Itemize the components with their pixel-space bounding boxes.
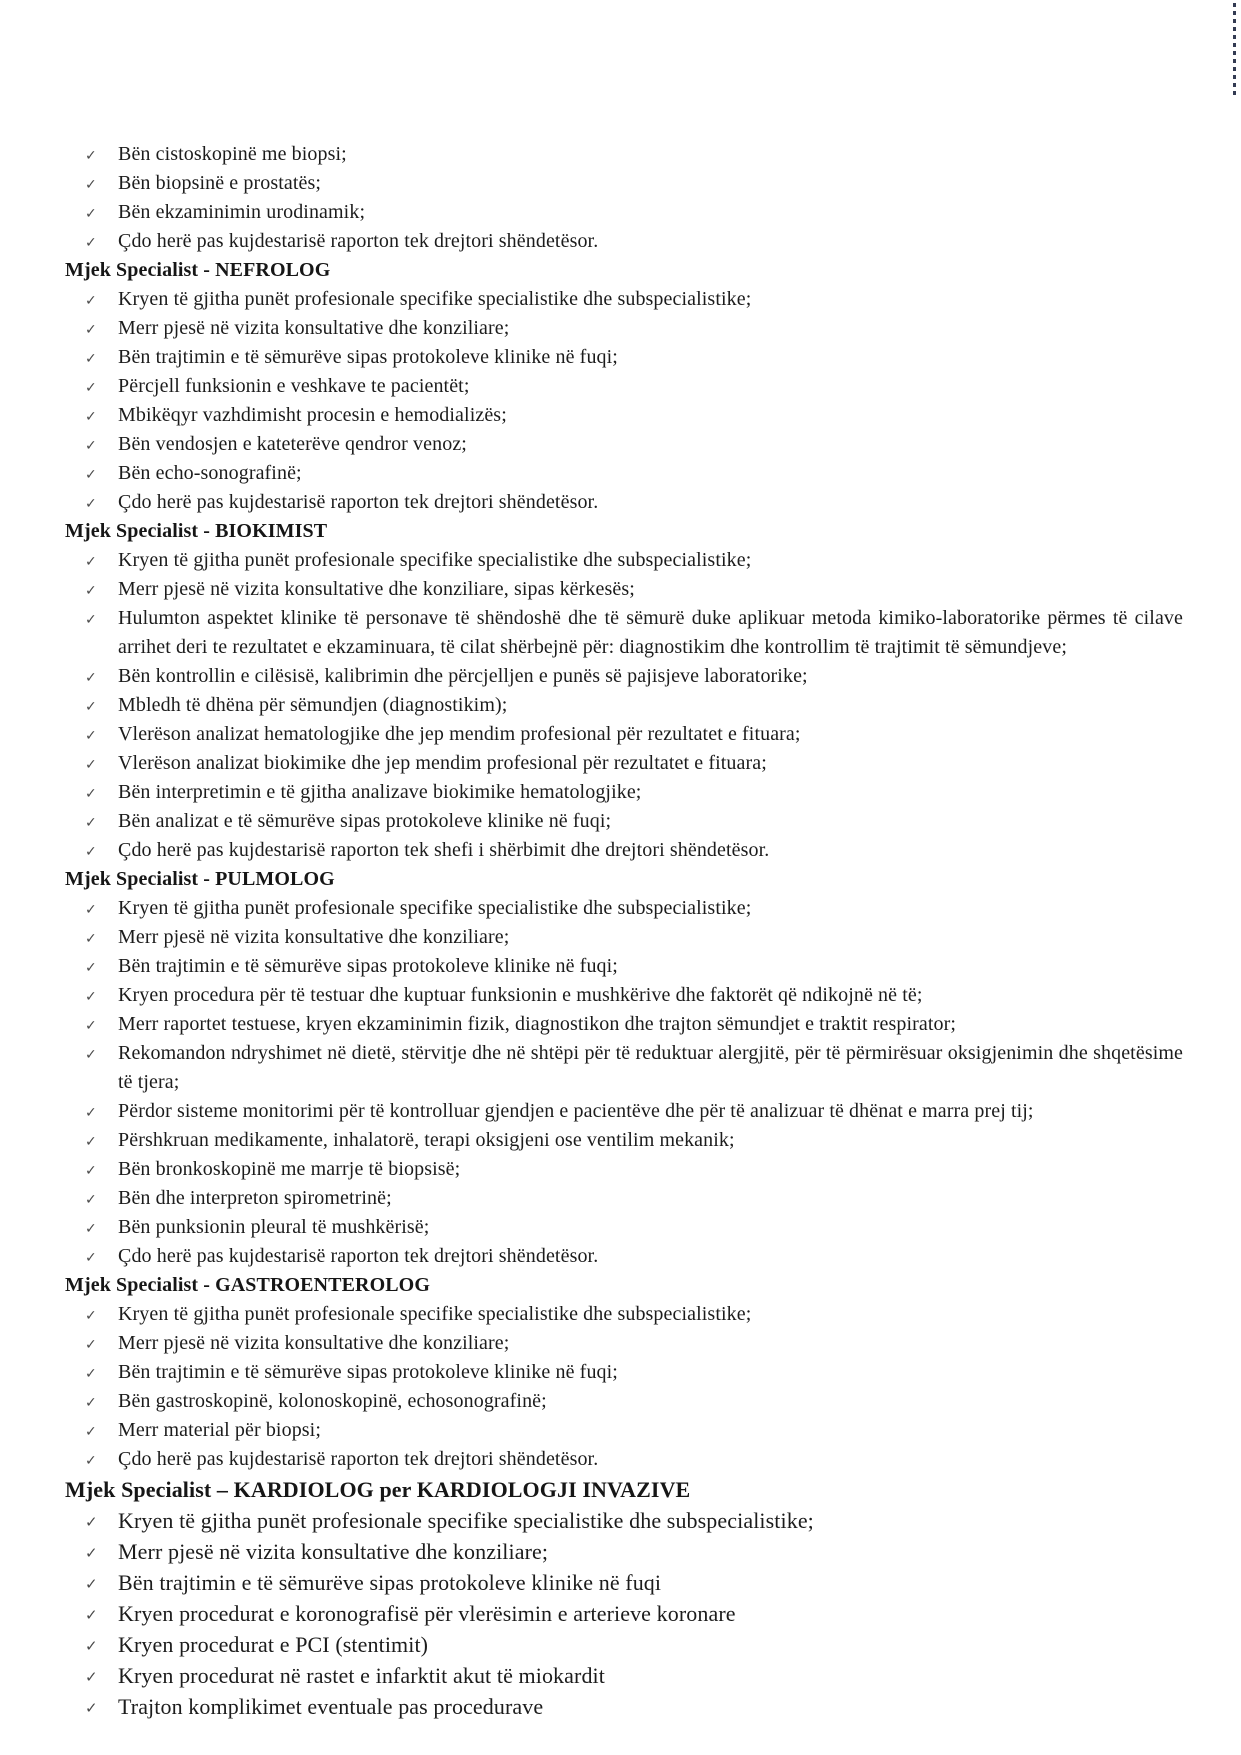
list-item — [65, 981, 1183, 1010]
list-item-text: Merr material për biopsi; — [118, 1419, 321, 1441]
list-item-text: Bën trajtimin e të sëmurëve sipas protokoleve klinike në fuqi; — [118, 955, 618, 977]
check-icon: ✓ — [85, 467, 97, 483]
list-item — [65, 140, 1183, 169]
list-item-text: Merr pjesë në vizita konsultative dhe konziliare; — [118, 926, 510, 948]
list-item — [65, 372, 1183, 401]
check-icon: ✓ — [85, 496, 97, 512]
check-icon: ✓ — [85, 1668, 98, 1686]
check-icon: ✓ — [85, 960, 97, 976]
list-item — [65, 1387, 1183, 1416]
list-item — [65, 1629, 1183, 1660]
check-icon: ✓ — [85, 1606, 98, 1624]
check-icon: ✓ — [85, 989, 97, 1005]
check-icon: ✓ — [85, 931, 97, 947]
list-item — [65, 720, 1183, 749]
list-item — [65, 1213, 1183, 1242]
list-item-text: Kryen të gjitha punët profesionale specifike specialistike dhe subspecialistike; — [118, 897, 752, 919]
list-item-text: Bën gastroskopinë, kolonoskopinë, echosonografinë; — [118, 1390, 547, 1412]
list-item-text: Bën biopsinë e prostatës; — [118, 172, 322, 194]
check-icon: ✓ — [85, 757, 97, 773]
list-item-text: Mbikëqyr vazhdimisht procesin e hemodializës; — [118, 404, 507, 426]
list-item — [65, 749, 1183, 778]
check-icon: ✓ — [85, 902, 97, 918]
list-item-text: Vlerëson analizat hematologjike dhe jep mendim profesional për rezultatet e fituara; — [118, 723, 801, 745]
list-item — [65, 314, 1183, 343]
check-icon: ✓ — [85, 1018, 97, 1034]
list-item-text: Bën vendosjen e kateterëve qendror venoz; — [118, 433, 467, 455]
list-item-text: Kryen të gjitha punët profesionale specifike specialistike dhe subspecialistike; — [118, 288, 752, 310]
section-title: Mjek Specialist – KARDIOLOG per KARDIOLOGJI INVAZIVE — [65, 1477, 691, 1502]
list-item — [65, 1329, 1183, 1358]
check-icon: ✓ — [85, 148, 97, 164]
specialist-section — [65, 517, 1183, 865]
list-item — [65, 488, 1183, 517]
list-item-text: Kryen procedurat në rastet e infarktit akut të miokardit — [118, 1663, 605, 1688]
check-icon: ✓ — [85, 1308, 97, 1324]
check-icon: ✓ — [85, 1163, 97, 1179]
list-item-text: Bën trajtimin e të sëmurëve sipas protokoleve klinike në fuqi; — [118, 346, 618, 368]
section-title: Mjek Specialist - NEFROLOG — [65, 259, 331, 281]
list-item-text: Kryen të gjitha punët profesionale specifike specialistike dhe subspecialistike; — [118, 1303, 752, 1325]
list-item-text: Vlerëson analizat biokimike dhe jep mendim profesional për rezultatet e fituara; — [118, 752, 767, 774]
list-item-text: Merr raportet testuese, kryen ekzaminimin fizik, diagnostikon dhe trajton sëmundjet e traktit respirator; — [118, 1013, 957, 1035]
check-icon: ✓ — [85, 1250, 97, 1266]
list-item-text: Mbledh të dhëna për sëmundjen (diagnostikim); — [118, 694, 508, 716]
list-item — [65, 836, 1183, 865]
check-icon: ✓ — [85, 1221, 97, 1237]
check-icon: ✓ — [85, 554, 97, 570]
check-icon: ✓ — [85, 351, 97, 367]
list-item — [65, 198, 1183, 227]
list-item — [65, 778, 1183, 807]
check-icon: ✓ — [85, 1047, 97, 1063]
list-item-text: Kryen procedura për të testuar dhe kuptuar funksionin e mushkërive dhe faktorët që ndikojnë në të; — [118, 984, 923, 1006]
check-icon: ✓ — [85, 1513, 98, 1531]
list-item — [65, 1567, 1183, 1598]
check-icon: ✓ — [85, 786, 97, 802]
check-icon: ✓ — [85, 612, 97, 628]
list-item — [65, 1300, 1183, 1329]
check-icon: ✓ — [85, 1337, 97, 1353]
check-icon: ✓ — [85, 1395, 97, 1411]
list-item — [65, 1097, 1183, 1126]
section-title: Mjek Specialist - PULMOLOG — [65, 868, 335, 890]
check-icon: ✓ — [85, 380, 97, 396]
list-item-text: Bën cistoskopinë me biopsi; — [118, 143, 347, 165]
list-item — [65, 575, 1183, 604]
list-item — [65, 604, 1183, 662]
list-item — [65, 1445, 1183, 1474]
list-item — [65, 430, 1183, 459]
check-icon: ✓ — [85, 409, 97, 425]
list-item — [65, 952, 1183, 981]
list-item — [65, 401, 1183, 430]
list-item — [65, 1358, 1183, 1387]
list-item — [65, 1416, 1183, 1445]
check-icon: ✓ — [85, 670, 97, 686]
duty-list — [65, 1300, 1183, 1474]
check-icon: ✓ — [85, 1453, 97, 1469]
check-icon: ✓ — [85, 293, 97, 309]
list-item — [65, 1691, 1183, 1722]
list-item-text: Bën punksionin pleural të mushkërisë; — [118, 1216, 430, 1238]
list-item-text: Bën ekzaminimin urodinamik; — [118, 201, 366, 223]
list-item — [65, 923, 1183, 952]
list-item-text: Trajton komplikimet eventuale pas procedurave — [118, 1694, 544, 1719]
list-item-text: Kryen të gjitha punët profesionale specifike specialistike dhe subspecialistike; — [118, 1508, 814, 1533]
check-icon: ✓ — [85, 815, 97, 831]
check-icon: ✓ — [85, 206, 97, 222]
duty-list — [65, 140, 1183, 256]
specialist-section — [65, 865, 1183, 1271]
list-item-text: Përdor sisteme monitorimi për të kontrolluar gjendjen e pacientëve dhe për të analizuar të dhënat e marra prej tij; — [118, 1100, 1034, 1122]
duty-list — [65, 546, 1183, 865]
list-item — [65, 1536, 1183, 1567]
list-item — [65, 1505, 1183, 1536]
list-item-text: Bën trajtimin e të sëmurëve sipas protokoleve klinike në fuqi — [118, 1570, 662, 1595]
list-item — [65, 169, 1183, 198]
list-item-text: Merr pjesë në vizita konsultative dhe konziliare; — [118, 1539, 549, 1564]
duty-list — [65, 1505, 1183, 1722]
check-icon: ✓ — [85, 1699, 98, 1717]
check-icon: ✓ — [85, 583, 97, 599]
section-title: Mjek Specialist - BIOKIMIST — [65, 520, 328, 542]
specialist-section — [65, 256, 1183, 517]
list-item — [65, 1155, 1183, 1184]
list-item — [65, 662, 1183, 691]
check-icon: ✓ — [85, 1366, 97, 1382]
check-icon: ✓ — [85, 844, 97, 860]
list-item-text: Kryen të gjitha punët profesionale specifike specialistike dhe subspecialistike; — [118, 549, 752, 571]
list-item — [65, 1039, 1183, 1097]
check-icon: ✓ — [85, 728, 97, 744]
check-icon: ✓ — [85, 1544, 98, 1562]
list-item — [65, 894, 1183, 923]
specialist-section — [65, 1474, 1183, 1722]
scan-artifact-dotted-line — [1233, 3, 1236, 97]
list-item-text: Çdo herë pas kujdestarisë raporton tek drejtori shëndetësor. — [118, 1245, 599, 1267]
list-item — [65, 1598, 1183, 1629]
duty-list — [65, 285, 1183, 517]
list-item-text: Çdo herë pas kujdestarisë raporton tek drejtori shëndetësor. — [118, 1448, 599, 1470]
check-icon: ✓ — [85, 438, 97, 454]
list-item-text: Çdo herë pas kujdestarisë raporton tek shefi i shërbimit dhe drejtori shëndetësor. — [118, 839, 770, 861]
list-item — [65, 691, 1183, 720]
list-item-text: Përcjell funksionin e veshkave te pacientët; — [118, 375, 470, 397]
list-item-text: Bën trajtimin e të sëmurëve sipas protokoleve klinike në fuqi; — [118, 1361, 618, 1383]
list-item-text: Hulumton aspektet klinike të personave të shëndoshë dhe të sëmurë duke aplikuar metoda kimiko-laboratorike përmes të cilave arrihet deri te rezultatet e ekzaminuara, të cilat shërbejnë për: diagnostikim dhe kontrollim të trajtimit të sëmundjeve; — [118, 607, 1183, 658]
list-item-text: Bën kontrollin e cilësisë, kalibrimin dhe përcjelljen e punës së pajisjeve laboratorike; — [118, 665, 808, 687]
list-item — [65, 343, 1183, 372]
list-item-text: Bën dhe interpreton spirometrinë; — [118, 1187, 392, 1209]
check-icon: ✓ — [85, 1105, 97, 1121]
list-item-text: Rekomandon ndryshimet në dietë, stërvitje dhe në shtëpi për të reduktuar alergjitë, për të përmirësuar oksigjenimin dhe shqetësime të tjera; — [118, 1042, 1183, 1093]
list-item-text: Çdo herë pas kujdestarisë raporton tek drejtori shëndetësor. — [118, 230, 599, 252]
list-item-text: Merr pjesë në vizita konsultative dhe konziliare; — [118, 317, 510, 339]
check-icon: ✓ — [85, 1575, 98, 1593]
duty-list — [65, 894, 1183, 1271]
check-icon: ✓ — [85, 699, 97, 715]
list-item — [65, 546, 1183, 575]
check-icon: ✓ — [85, 1192, 97, 1208]
list-item-text: Merr pjesë në vizita konsultative dhe konziliare, sipas kërkesës; — [118, 578, 635, 600]
check-icon: ✓ — [85, 235, 97, 251]
list-item-text: Përshkruan medikamente, inhalatorë, terapi oksigjeni ose ventilim mekanik; — [118, 1129, 735, 1151]
list-item-text: Çdo herë pas kujdestarisë raporton tek drejtori shëndetësor. — [118, 491, 599, 513]
list-item-text: Bën interpretimin e të gjitha analizave biokimike hematologjike; — [118, 781, 642, 803]
list-item — [65, 227, 1183, 256]
list-item — [65, 807, 1183, 836]
list-item — [65, 459, 1183, 488]
check-icon: ✓ — [85, 1424, 97, 1440]
check-icon: ✓ — [85, 322, 97, 338]
list-item — [65, 1126, 1183, 1155]
list-item-text: Merr pjesë në vizita konsultative dhe konziliare; — [118, 1332, 510, 1354]
check-icon: ✓ — [85, 1134, 97, 1150]
list-item — [65, 1242, 1183, 1271]
list-item-text: Kryen procedurat e PCI (stentimit) — [118, 1632, 429, 1657]
list-item-text: Kryen procedurat e koronografisë për vlerësimin e arterieve koronare — [118, 1601, 736, 1626]
list-item — [65, 285, 1183, 314]
list-item-text: Bën analizat e të sëmurëve sipas protokoleve klinike në fuqi; — [118, 810, 612, 832]
list-item — [65, 1010, 1183, 1039]
check-icon: ✓ — [85, 177, 97, 193]
list-item-text: Bën echo-sonografinë; — [118, 462, 302, 484]
check-icon: ✓ — [85, 1637, 98, 1655]
list-item — [65, 1660, 1183, 1691]
section-title: Mjek Specialist - GASTROENTEROLOG — [65, 1274, 430, 1296]
list-item-text: Bën bronkoskopinë me marrje të biopsisë; — [118, 1158, 461, 1180]
specialist-section — [65, 1271, 1183, 1474]
list-item — [65, 1184, 1183, 1213]
specialist-section — [65, 140, 1183, 256]
